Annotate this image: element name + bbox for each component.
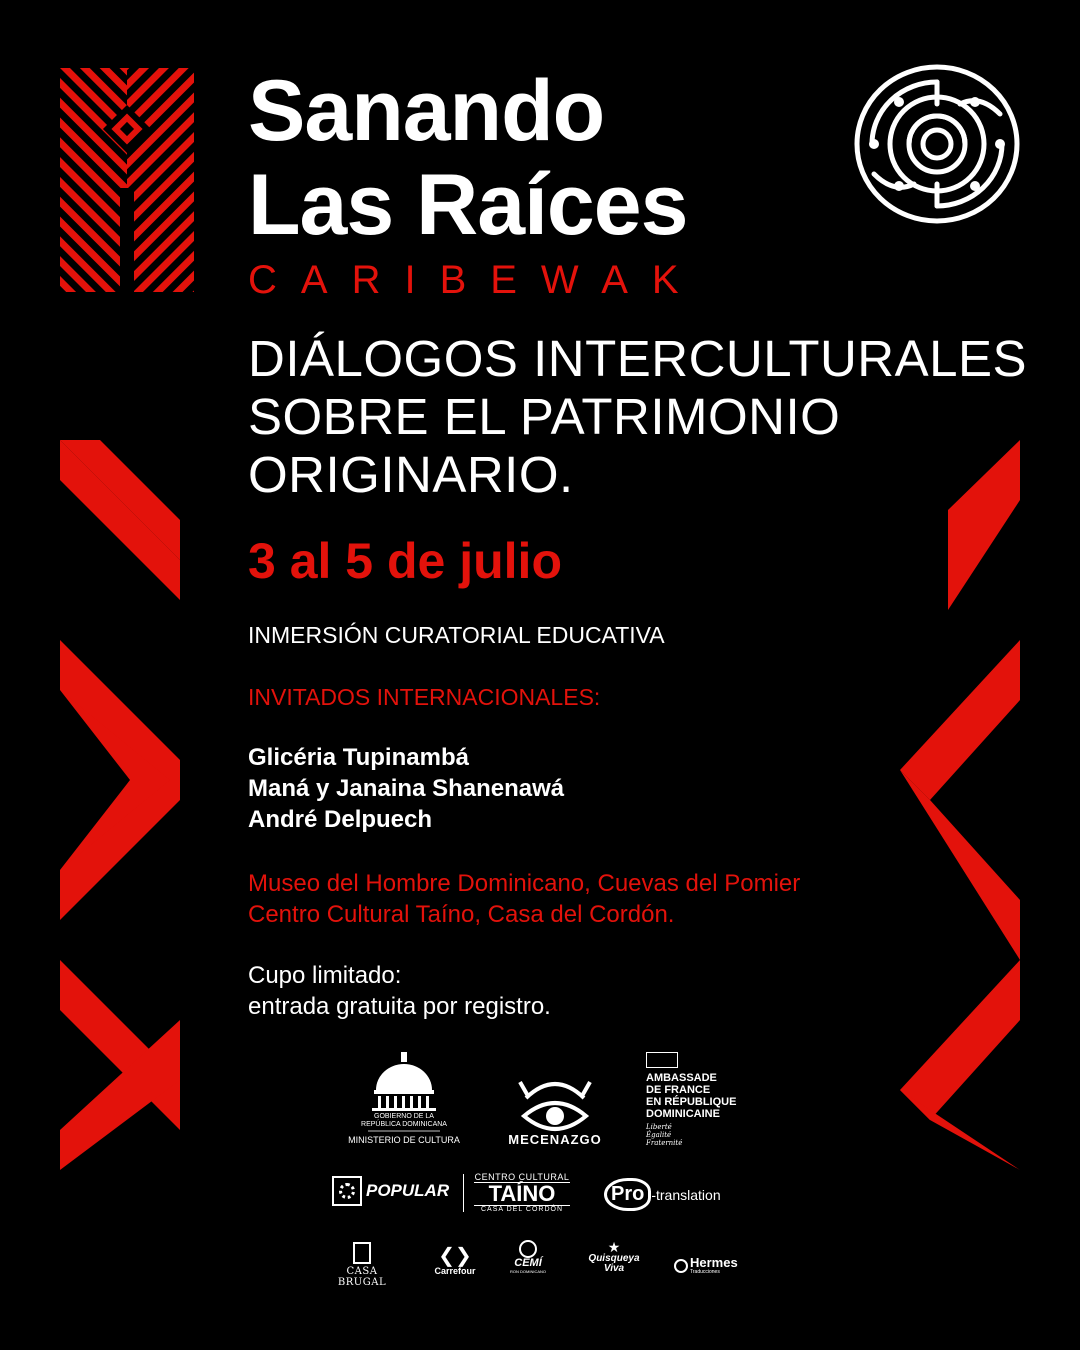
- cemi-logo: [506, 1240, 550, 1274]
- carrefour-icon: ❮❯: [438, 1245, 472, 1267]
- gov-line-2: REPÚBLICA DOMINICANA: [361, 1121, 447, 1128]
- popular-label: POPULAR: [366, 1181, 450, 1200]
- casa-brugal-logo: [322, 1242, 402, 1288]
- hermes-icon: [674, 1259, 688, 1273]
- centro-cultural-taino-logo: [474, 1172, 570, 1213]
- guest-name: André Delpuech: [248, 806, 433, 833]
- embassy-france-logo: [646, 1052, 766, 1147]
- cemi-sub: RON DOMINICANO: [510, 1269, 546, 1274]
- dialogos-line: SOBRE EL PATRIMONIO: [248, 388, 841, 445]
- logo-divider: [463, 1174, 464, 1212]
- mecenazgo-label: MECENAZGO: [508, 1132, 602, 1147]
- popular-sun-icon: [332, 1176, 362, 1206]
- taino-top: CENTRO CULTURAL: [474, 1172, 570, 1182]
- cupo-line: entrada gratuita por registro.: [248, 993, 551, 1020]
- pro-label: Pro: [604, 1178, 651, 1211]
- gov-line-1: GOBIERNO DE LA: [374, 1113, 434, 1120]
- dialogos-heading: [248, 330, 1027, 504]
- embassy-line: EN RÉPUBLIQUE: [646, 1096, 737, 1108]
- embassy-line: DOMINICAINE: [646, 1108, 720, 1120]
- embassy-motto: Liberté: [646, 1123, 672, 1131]
- embassy-motto: Fraternité: [646, 1139, 683, 1147]
- quisqueya-line2: Viva: [603, 1263, 625, 1274]
- title-line-2: Las Raíces: [248, 157, 688, 253]
- pro-translation-logo: [604, 1178, 721, 1211]
- hermes-label: Hermes: [690, 1255, 738, 1270]
- quisqueya-star-icon: ★: [607, 1239, 621, 1255]
- subtitle-caribewak: CARIBEWAK: [248, 258, 703, 302]
- guest-list: [248, 742, 564, 835]
- carrefour-label: Carrefour: [434, 1266, 476, 1276]
- hermes-logo: [674, 1256, 738, 1275]
- hermes-sub: Traducciones: [690, 1269, 720, 1275]
- embassy-line: AMBASSADE: [646, 1072, 717, 1084]
- banco-popular-logo: [332, 1176, 449, 1206]
- event-dates: 3 al 5 de julio: [248, 533, 562, 589]
- cemi-icon: [519, 1240, 537, 1258]
- cupo-line: Cupo limitado:: [248, 962, 402, 989]
- left-chevron-decoration: [60, 440, 180, 1170]
- tribal-mask-logo-icon: [60, 68, 194, 292]
- venue-line: Centro Cultural Taíno, Casa del Cordón.: [248, 901, 675, 928]
- guest-name: Glicéria Tupinambá: [248, 744, 469, 771]
- venue-line: Museo del Hombre Dominicano, Cuevas del Pomier: [248, 870, 801, 897]
- taino-name: TAÍNO: [474, 1182, 570, 1206]
- venue-list: [248, 868, 800, 930]
- cemi-label: CEMÍ: [514, 1257, 542, 1269]
- spiral-circle-logo-icon: [854, 64, 1020, 224]
- dialogos-line: ORIGINARIO.: [248, 446, 574, 503]
- embassy-line: DE FRANCE: [646, 1084, 711, 1096]
- guests-heading: INVITADOS INTERNACIONALES:: [248, 684, 601, 710]
- carrefour-logo: [428, 1246, 482, 1276]
- right-chevron-decoration: [900, 440, 1020, 1170]
- quisqueya-viva-logo: [582, 1240, 646, 1274]
- mecenazgo-logo-icon: [498, 1076, 612, 1148]
- quisqueya-line1: Quisqueya: [588, 1253, 640, 1264]
- translation-label: -translation: [651, 1186, 721, 1203]
- brugal-label: CASA BRUGAL: [337, 1266, 387, 1288]
- brugal-shield-icon: [353, 1242, 371, 1264]
- embassy-motto: Égalité: [646, 1131, 672, 1139]
- marianne-icon: [646, 1052, 678, 1068]
- dialogos-line: DIÁLOGOS INTERCULTURALES: [248, 330, 1028, 387]
- guest-name: Maná y Janaina Shanenawá: [248, 775, 565, 802]
- program-label: INMERSIÓN CURATORIAL EDUCATIVA: [248, 622, 665, 648]
- ministerio-name: MINISTERIO DE CULTURA: [348, 1135, 460, 1145]
- registration-note: [248, 960, 551, 1022]
- title-line-1: Sanando: [248, 63, 605, 159]
- ministerio-cultura-logo-icon: [338, 1052, 470, 1148]
- taino-bottom: CASA DEL CORDÓN: [480, 1206, 564, 1213]
